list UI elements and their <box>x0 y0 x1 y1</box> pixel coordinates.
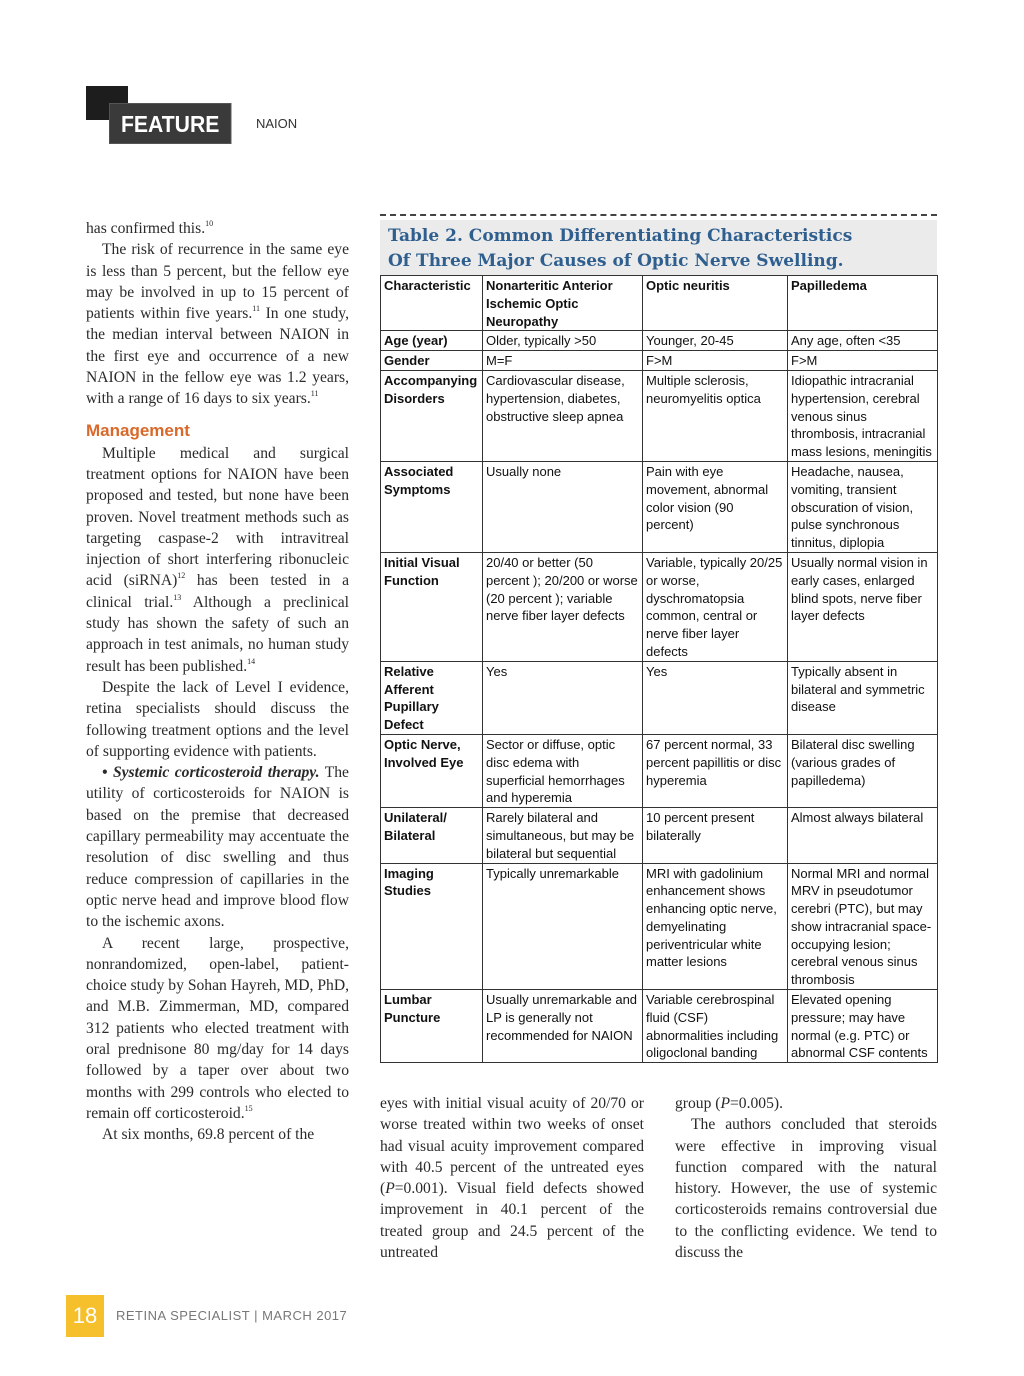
column-header: Nonarteritic Anterior Ischemic Optic Neuropathy <box>483 276 643 331</box>
section-label: FEATURE <box>109 103 231 144</box>
table-cell: Bilateral disc swelling (various grades of papilledema) <box>788 734 938 807</box>
table-cell: Older, typically >50 <box>483 331 643 351</box>
table-cell: Pain with eye movement, abnormal color vision (90 percent) <box>643 461 788 552</box>
dashed-rule <box>380 214 937 216</box>
table-cell: Elevated opening pressure; may have normal (e.g. PTC) or abnormal CSF contents <box>788 990 938 1063</box>
table-cell: Variable cerebrospinal fluid (CSF) abnormalities including oligoclonal banding <box>643 990 788 1063</box>
table-cell: Yes <box>643 661 788 734</box>
row-label: Unilateral/ Bilateral <box>381 808 483 863</box>
table-header-row <box>381 276 938 331</box>
middle-column <box>380 1093 644 1263</box>
table-container <box>380 214 937 1063</box>
table-cell: Almost always bilateral <box>788 808 938 863</box>
table-cell: F>M <box>788 351 938 371</box>
table-row <box>381 661 938 734</box>
table-cell: Normal MRI and normal MRV in pseudotumor cerebri (PTC), but may show intracranial space-occupying lesion; cerebral venous sinus thrombosis <box>788 863 938 990</box>
table-row <box>381 552 938 661</box>
table-row <box>381 351 938 371</box>
row-label: Optic Nerve, Involved Eye <box>381 734 483 807</box>
table-cell: 10 percent present bilaterally <box>643 808 788 863</box>
table-cell: Usually normal vision in early cases, enlarged blind spots, nerve fiber layer defects <box>788 552 938 661</box>
table-cell: Any age, often <35 <box>788 331 938 351</box>
paragraph: has confirmed this.$^{10}$ <box>86 219 214 237</box>
section-topic: NAION <box>256 116 298 131</box>
table-row <box>381 734 938 807</box>
table-cell: Typically unremarkable <box>483 863 643 990</box>
paragraph: Multiple medical and surgical treatment options for NAION have been proposed and tested, but none have been proven. Novel treatment methods such as targeting caspase-2 with intravitreal injection of short interfering ribonucleic acid (siRNA)$^{12}$ has been tested in a clinical trial.$^{13}$ Although a preclinical study has shown the safety of such an approach in test animals, no human study result has been published.$^{14}$ <box>86 444 349 675</box>
table-row <box>381 370 938 461</box>
paragraph: At six months, 69.8 percent of the <box>102 1126 315 1144</box>
table-cell: Cardiovascular disease, hypertension, diabetes, obstructive sleep apnea <box>483 370 643 461</box>
table-cell: Variable, typically 20/25 or worse, dyschromatopsia common, central or nerve fiber layer defects <box>643 552 788 661</box>
paragraph: The authors concluded that steroids were effective in improving visual function compared with the natural history. However, the use of systemic corticosteroids remains controversial due to the conflicting evidence. We tend to discuss the <box>675 1116 937 1262</box>
table-cell: Typically absent in bilateral and symmetric disease <box>788 661 938 734</box>
table-cell: Yes <box>483 661 643 734</box>
row-label: Lumbar Puncture <box>381 990 483 1063</box>
paragraph: The risk of recurrence in the same eye is less than 5 percent, but the fellow eye may be involved in up to 15 percent of patients within five years.$^{11}$ In one study, the median interval between NAION in the first eye and occurrence of a new NAION in the fellow eye was 1.2 years, with a range of 16 days to six years.$^{11}$ <box>86 241 349 408</box>
table-cell: M=F <box>483 351 643 371</box>
row-label: Gender <box>381 351 483 371</box>
row-label: Relative Afferent Pupillary Defect <box>381 661 483 734</box>
differentiation-table <box>380 275 938 1063</box>
table-row <box>381 863 938 990</box>
paragraph: eyes with initial visual acuity of 20/70 or worse treated within two weeks of onset had visual acuity improvement compared with 40.5 percent of the untreated eyes (P=0.001). Visual field defects showed improvement in 40.1 percent of the treated group and 24.5 percent of the untreated <box>380 1095 644 1262</box>
table-cell: Usually unremarkable and LP is generally not recommended for NAION <box>483 990 643 1063</box>
table-cell: MRI with gadolinium enhancement shows enhancing optic nerve, demyelinating periventricular white matter lesions <box>643 863 788 990</box>
table-cell: 20/40 or better (50 percent ); 20/200 or worse (20 percent ); variable nerve fiber layer defects <box>483 552 643 661</box>
column-header: Characteristic <box>381 276 483 331</box>
table-cell: Usually none <box>483 461 643 552</box>
table-row <box>381 461 938 552</box>
right-column <box>675 1093 937 1263</box>
table-cell: 67 percent normal, 33 percent papillitis or disc hyperemia <box>643 734 788 807</box>
column-header: Optic neuritis <box>643 276 788 331</box>
paragraph: group (P=0.005). <box>675 1095 783 1112</box>
row-label: Associated Symptoms <box>381 461 483 552</box>
paragraph: Despite the lack of Level I evidence, retina specialists should discuss the following treatment options and the level of supporting evidence with patients. <box>86 678 349 760</box>
table-title: Table 2. Common Differentiating Characteristics Of Three Major Causes of Optic Nerve Swelling. <box>380 220 937 275</box>
row-label: Initial Visual Function <box>381 552 483 661</box>
row-label: Age (year) <box>381 331 483 351</box>
table-cell: F>M <box>643 351 788 371</box>
table-cell: Multiple sclerosis, neuromyelitis optica <box>643 370 788 461</box>
table-cell: Headache, nausea, vomiting, transient obscuration of vision, pulse synchronous tinnitus, diplopia <box>788 461 938 552</box>
table-cell: Rarely bilateral and simultaneous, but may be bilateral but sequential <box>483 808 643 863</box>
row-label: Accompanying Disorders <box>381 370 483 461</box>
paragraph: • Systemic corticosteroid therapy. The utility of corticosteroids for NAION is based on the premise that decreased capillary permeability may accentuate the resolution of disc swelling and thus reduce compression of capillaries in the optic nerve head and improve blood flow to the ischemic axons. <box>86 764 349 931</box>
section-heading: Management <box>86 420 190 440</box>
table-cell: Younger, 20-45 <box>643 331 788 351</box>
publication-footer: RETINA SPECIALIST | MARCH 2017 <box>116 1308 348 1323</box>
table-row <box>381 808 938 863</box>
table-cell: Sector or diffuse, optic disc edema with superficial hemorrhages and hyperemia <box>483 734 643 807</box>
row-label: Imaging Studies <box>381 863 483 990</box>
column-header: Papilledema <box>788 276 938 331</box>
paragraph: A recent large, prospective, nonrandomized, open-label, patient-choice study by Sohan Hayreh, MD, PhD, and M.B. Zimmerman, MD, compared 312 patients who elected treatment with oral prednisone 80 mg/day for 14 days followed by a taper over about two months with 299 controls who elected to remain off corticosteroid.$^{15}$ <box>86 934 349 1122</box>
page-number: 18 <box>66 1295 104 1337</box>
table-row <box>381 990 938 1063</box>
table-cell: Idiopathic intracranial hypertension, cerebral venous sinus thrombosis, intracranial mass lesions, meningitis <box>788 370 938 461</box>
table-row <box>381 331 938 351</box>
left-column <box>86 218 349 1145</box>
